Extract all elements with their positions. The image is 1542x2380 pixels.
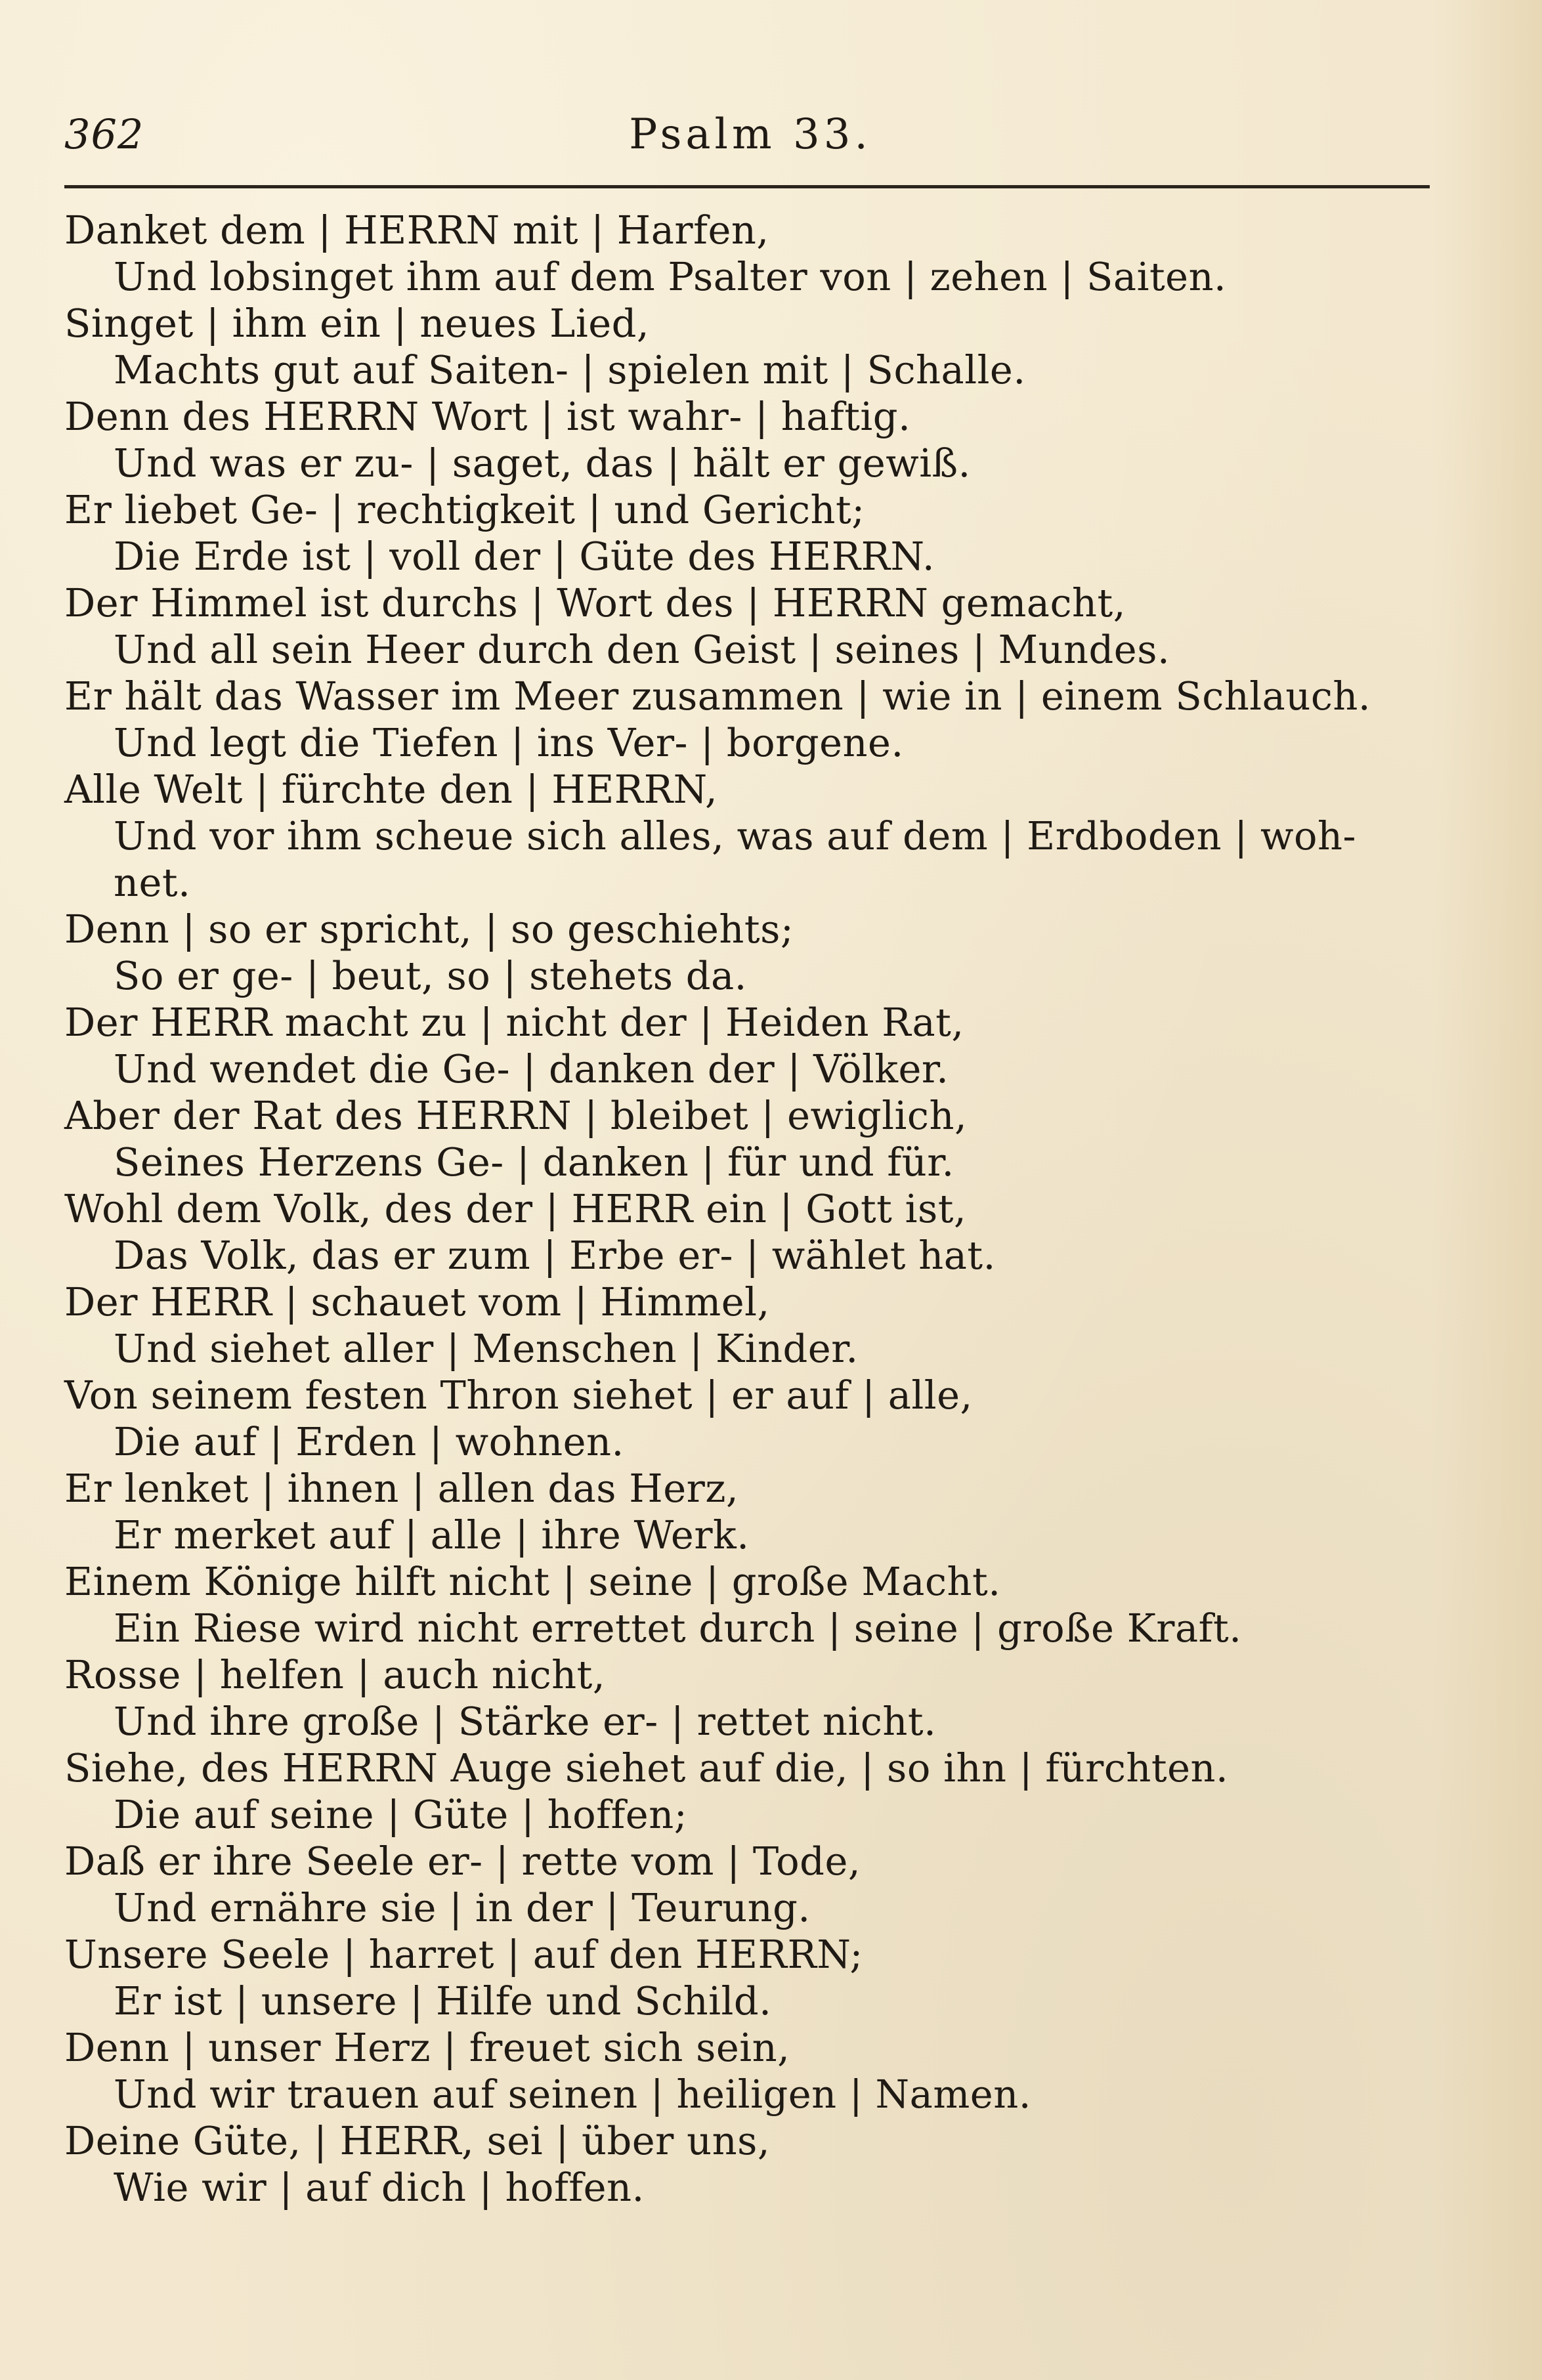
verse-line: Machts gut auf Saiten- | spielen mit | Schalle.: [114, 347, 1026, 393]
page-number: 362: [64, 110, 144, 158]
verse-line: Ein Riese wird nicht errettet durch | seine | große Kraft.: [114, 1605, 1242, 1651]
verse-line: Und was er zu- | saget, das | hält er gewiß.: [114, 440, 971, 486]
verse-line: Der HERR macht zu | nicht der | Heiden Rat,: [64, 1000, 964, 1045]
verse-line: Er merket auf | alle | ihre Werk.: [114, 1512, 750, 1558]
verse-line: Denn des HERRN Wort | ist wahr- | haftig.: [64, 394, 911, 439]
verse-line: Denn | unser Herz | freuet sich sein,: [64, 2025, 790, 2070]
verse-line: Einem Könige hilft nicht | seine | große Macht.: [64, 1559, 1001, 1604]
verse-line: So er ge- | beut, so | stehets da.: [114, 953, 747, 998]
verse-line: Seines Herzens Ge- | danken | für und für.: [114, 1139, 954, 1185]
verse-line: Von seinem festen Thron siehet | er auf | alle,: [64, 1372, 973, 1418]
page-header: [64, 110, 1436, 169]
page-edge-shadow: [1430, 0, 1542, 2380]
verse-line: Die Erde ist | voll der | Güte des HERRN.: [114, 534, 935, 579]
verse-line: Die auf seine | Güte | hoffen;: [114, 1792, 688, 1837]
verse-line: net.: [114, 860, 191, 905]
verse-line: Das Volk, das er zum | Erbe er- | wählet hat.: [114, 1233, 996, 1278]
verse-line: Die auf | Erden | wohnen.: [114, 1419, 624, 1464]
verse-line: Wohl dem Volk, des der | HERR ein | Gott ist,: [64, 1186, 967, 1231]
verse-line: Wie wir | auf dich | hoffen.: [114, 2165, 645, 2210]
verse-line: Der Himmel ist durchs | Wort des | HERRN gemacht,: [64, 580, 1126, 626]
verse-line: Denn | so er spricht, | so geschiehts;: [64, 906, 794, 952]
verse-line: Alle Welt | fürchte den | HERRN,: [64, 767, 718, 812]
verse-line: Und legt die Tiefen | ins Ver- | borgene.: [114, 720, 904, 765]
verse-line: Er lenket | ihnen | allen das Herz,: [64, 1466, 739, 1511]
psalm-text-block: [64, 207, 1443, 2211]
verse-line: Er hält das Wasser im Meer zusammen | wie in | einem Schlauch.: [64, 673, 1371, 719]
verse-line: Unsere Seele | harret | auf den HERRN;: [64, 1932, 863, 1977]
verse-line: Daß er ihre Seele er- | rette vom | Tode,: [64, 1838, 861, 1884]
verse-line: Und ihre große | Stärke er- | rettet nicht.: [114, 1699, 937, 1744]
verse-line: Aber der Rat des HERRN | bleibet | ewiglich,: [64, 1093, 968, 1138]
verse-line: Er ist | unsere | Hilfe und Schild.: [114, 1978, 772, 2024]
verse-line: Und siehet aller | Menschen | Kinder.: [114, 1326, 859, 1371]
verse-line: Der HERR | schauet vom | Himmel,: [64, 1279, 770, 1325]
verse-line: Und wendet die Ge- | danken der | Völker.: [114, 1046, 949, 1092]
verse-line: Deine Güte, | HERR, sei | über uns,: [64, 2118, 771, 2163]
verse-line: Singet | ihm ein | neues Lied,: [64, 301, 650, 346]
verse-line: Und lobsinget ihm auf dem Psalter von | zehen | Saiten.: [114, 254, 1227, 299]
verse-line: Rosse | helfen | auch nicht,: [64, 1652, 606, 1697]
verse-line: Siehe, des HERRN Auge siehet auf die, | so ihn | fürchten.: [64, 1745, 1229, 1791]
verse-line: Und vor ihm scheue sich alles, was auf dem | Erdboden | woh-: [114, 813, 1356, 859]
verse-line: Danket dem | HERRN mit | Harfen,: [64, 207, 769, 253]
verse-line: Und wir trauen auf seinen | heiligen | Namen.: [114, 2072, 1031, 2117]
verse-line: Und all sein Heer durch den Geist | seines | Mundes.: [114, 627, 1170, 672]
running-title: Psalm 33.: [629, 110, 872, 159]
header-rule: [64, 185, 1430, 188]
verse-line: Er liebet Ge- | rechtigkeit | und Gericht;: [64, 487, 865, 532]
verse-line: Und ernähre sie | in der | Teurung.: [114, 1885, 811, 1930]
